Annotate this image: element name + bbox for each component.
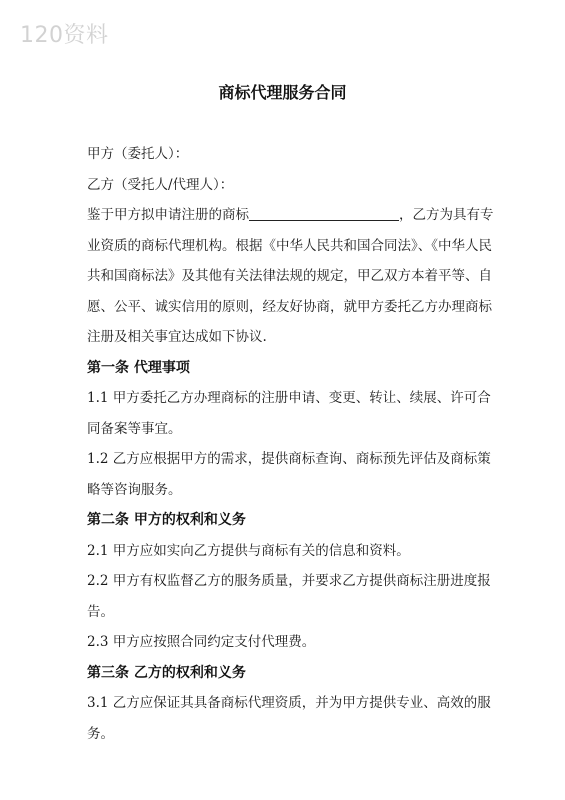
- intro-text-after-blank: ，乙方为具: [399, 207, 467, 223]
- clause: 1.2 乙方应根据甲方的需求，提供商标查询、商标预先评估及商标策略等咨询服务。: [87, 451, 491, 498]
- party-b-line: 乙方（受托人/代理人）：: [87, 176, 234, 193]
- clause: 2.3 甲方应按照合同约定支付代理费。: [87, 634, 316, 650]
- clause: 2.2 甲方有权监督乙方的服务质量，并要求乙方提供商标注册进度报告。: [87, 573, 491, 620]
- document-body: [87, 139, 497, 749]
- article-heading: 第三条 乙方的权利和义务: [87, 664, 246, 681]
- article-heading: 第二条 甲方的权利和义务: [87, 512, 246, 528]
- clause: 1.1 甲方委托乙方办理商标的注册申请、变更、转让、续展、许可合同备案等事宜。: [87, 390, 491, 437]
- clause: 3.1 乙方应保证其具备商标代理资质，并为甲方提供专业、高效的服务。: [87, 695, 491, 742]
- intro-text-rest: 有专业资质的商标代理机构。根据《中华人民共和国合同法》、《中华人民共和国商标法》及其他有关法律法规的规定，甲乙双方本着平等、自愿、公平、诚实信用的原则，经友好协商，就甲方委托乙方办理商标注册及相关事宜达成如下协议.: [87, 207, 494, 345]
- intro-text-before-blank: 鉴于甲方拟申请注册的商标: [87, 207, 249, 223]
- document-title: 商标代理服务合同: [218, 83, 347, 102]
- intro-paragraph: [87, 200, 497, 353]
- trademark-blank-line: [249, 205, 399, 221]
- clause: 2.1 甲方应如实向乙方提供与商标有关的信息和资料。: [87, 542, 410, 559]
- watermark-logo: 120资料: [20, 23, 109, 48]
- party-a-line: 甲方（委托人）：: [87, 146, 189, 162]
- article-heading: 第一条 代理事项: [87, 359, 190, 376]
